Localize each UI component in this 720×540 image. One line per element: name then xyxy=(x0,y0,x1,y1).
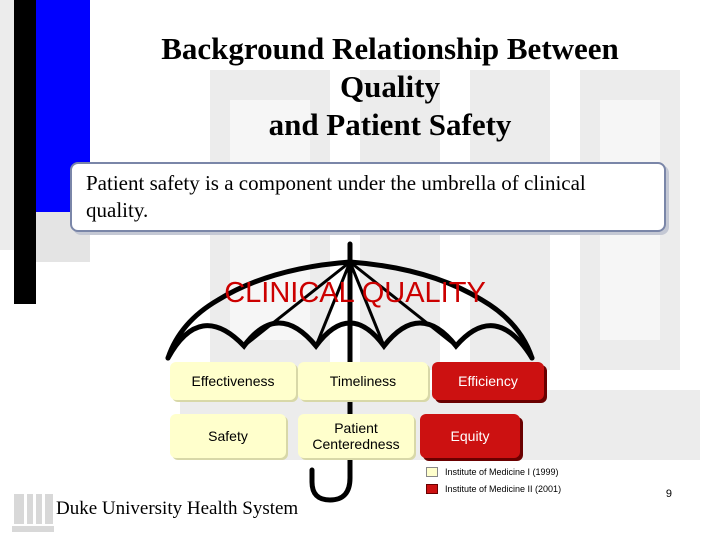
title-line-3: and Patient Safety xyxy=(268,106,512,142)
component-effectiveness: Effectiveness xyxy=(170,362,296,400)
component-timeliness: Timeliness xyxy=(298,362,428,400)
component-safety: Safety xyxy=(170,414,286,458)
legend-item-iom-1 xyxy=(426,467,559,477)
footer-organization: Duke University Health System xyxy=(56,498,299,519)
legend-swatch-dark xyxy=(426,484,438,494)
title-line-1: Background Relationship Between xyxy=(161,31,619,66)
legend-label-iom-1: Institute of Medicine I (1999) xyxy=(445,467,559,477)
legend-swatch-light xyxy=(426,467,438,477)
clinical-quality-label: CLINICAL QUALITY xyxy=(224,277,486,309)
title-line-2: Quality xyxy=(340,68,440,104)
component-patient-centeredness: Patient Centeredness xyxy=(298,414,414,458)
callout-box: Patient safety is a component under the umbrella of clinical quality. xyxy=(70,162,666,232)
component-equity: Equity xyxy=(420,414,520,458)
component-efficiency: Efficiency xyxy=(432,362,544,400)
duke-logo-icon xyxy=(10,490,56,534)
page-number: 9 xyxy=(665,488,672,500)
legend-item-iom-2 xyxy=(426,484,561,494)
legend-label-iom-2: Institute of Medicine II (2001) xyxy=(445,484,562,494)
